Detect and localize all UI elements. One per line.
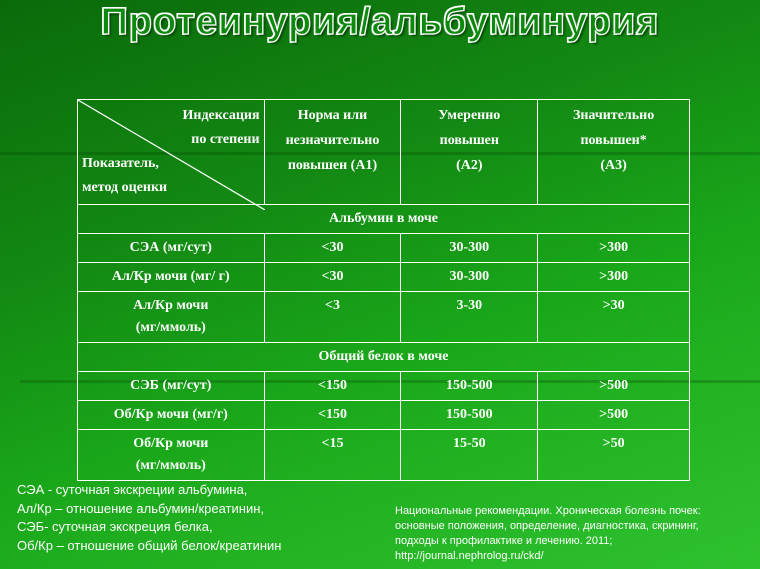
header-a3	[538, 100, 690, 205]
legend-line: Об/Кр – отношение общий белок/креатинин	[17, 537, 282, 553]
cell-a3: >300	[538, 263, 690, 292]
table-row	[78, 372, 690, 401]
cell-a1: <30	[264, 234, 401, 263]
corner-bottom-line: метод оценки	[82, 180, 168, 195]
row-label-line: Об/Кр мочи	[133, 436, 209, 451]
section-title-protein: Общий белок в моче	[78, 343, 690, 372]
cell-a2: 30-300	[401, 263, 538, 292]
corner-header-cell	[78, 100, 265, 205]
section-row-protein	[78, 343, 690, 372]
legend-line: Ал/Кр – отношение альбумин/креатинин,	[17, 500, 265, 516]
cell-a1: <3	[264, 292, 401, 343]
corner-top-line: Индексация	[182, 108, 260, 123]
cell-a3: >50	[538, 430, 690, 481]
table-row	[78, 401, 690, 430]
cell-a2: 150-500	[401, 401, 538, 430]
cell-a1: <15	[264, 430, 401, 481]
header-a1-line: Норма или	[297, 108, 368, 123]
row-label: СЭА (мг/сут)	[78, 234, 265, 263]
cell-a1: <150	[264, 372, 401, 401]
row-label	[78, 292, 265, 343]
corner-top-line: по степени	[191, 132, 260, 147]
header-a1-line: повышен (А1)	[287, 158, 378, 173]
header-a3-line: (А3)	[600, 158, 627, 173]
table-header-row	[78, 100, 690, 205]
header-a2	[401, 100, 538, 205]
row-label: Ал/Кр мочи (мг/ г)	[78, 263, 265, 292]
cell-a1: <150	[264, 401, 401, 430]
row-label-line: (мг/ммоль)	[135, 320, 206, 335]
row-label-line: (мг/ммоль)	[135, 458, 206, 473]
row-label	[78, 430, 265, 481]
table-row	[78, 292, 690, 343]
section-title-albumin: Альбумин в моче	[78, 205, 690, 234]
legend-line: СЭБ- суточная экскреция белка,	[17, 519, 213, 534]
table-row	[78, 234, 690, 263]
page-title: Протеинурия/альбуминурия	[100, 1, 660, 43]
row-label: СЭБ (мг/сут)	[78, 372, 265, 401]
table-row	[78, 430, 690, 481]
reference-line: http://journal.nephrolog.ru/ckd/	[395, 550, 544, 562]
reference-line: Национальные рекомендации. Хроническая болезнь почек:	[395, 505, 701, 517]
corner-bottom-line: Показатель,	[82, 156, 159, 171]
abbreviations-legend	[17, 481, 281, 555]
table-row	[78, 263, 690, 292]
cell-a3: >300	[538, 234, 690, 263]
cell-a3: >30	[538, 292, 690, 343]
header-a3-line: повышен*	[580, 133, 647, 148]
cell-a3: >500	[538, 401, 690, 430]
cell-a2: 15-50	[401, 430, 538, 481]
corner-bottom-text	[82, 152, 167, 200]
cell-a3: >500	[538, 372, 690, 401]
header-a1-line: незначительно	[285, 133, 380, 148]
cell-a2: 30-300	[401, 234, 538, 263]
header-a1	[264, 100, 401, 205]
proteinuria-table	[77, 99, 690, 481]
cell-a1: <30	[264, 263, 401, 292]
reference-line: основные положения, определение, диагностика, скрининг,	[395, 520, 699, 532]
header-a2-line: повышен	[439, 133, 499, 148]
header-a2-line: Умеренно	[438, 108, 501, 123]
cell-a2: 150-500	[401, 372, 538, 401]
header-a3-line: Значительно	[572, 108, 655, 123]
corner-top-text	[182, 104, 259, 152]
reference-line: подходы к профилактике и лечению. 2011;	[395, 535, 613, 547]
reference-citation	[395, 504, 755, 564]
row-label-line: Ал/Кр мочи	[133, 298, 209, 313]
legend-line: СЭА - суточная экскреции альбумина,	[17, 482, 248, 497]
header-a2-line: (А2)	[456, 158, 483, 173]
row-label: Об/Кр мочи (мг/г)	[78, 401, 265, 430]
cell-a2: 3-30	[401, 292, 538, 343]
